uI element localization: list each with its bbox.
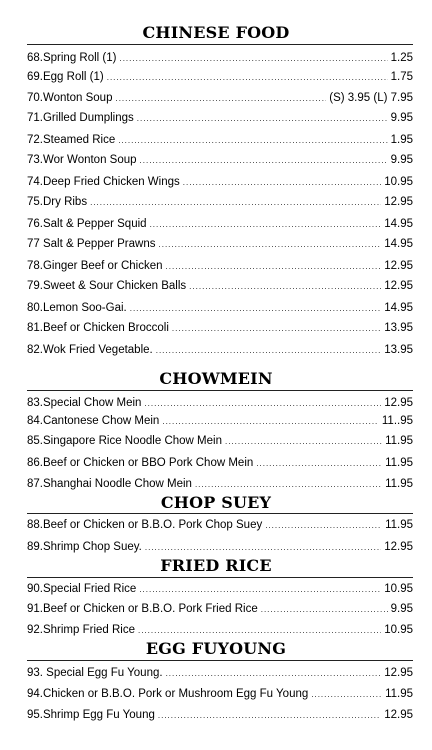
dot-leader xyxy=(118,133,387,149)
item-price: (S) 3.95 (L) 7.95 xyxy=(329,92,413,104)
menu-item xyxy=(27,69,413,85)
dot-leader xyxy=(166,259,382,275)
item-name: 91.Beef or Chicken or B.B.O. Pork Fried Rice xyxy=(27,603,258,615)
item-name: 90.Special Fried Rice xyxy=(27,583,137,595)
dot-leader xyxy=(145,540,381,556)
section-title: FRIED RICE xyxy=(160,556,272,575)
item-price: 14.95 xyxy=(384,218,413,230)
item-price: 9.95 xyxy=(390,154,413,166)
menu-item xyxy=(27,132,413,148)
dot-leader xyxy=(90,195,381,211)
menu-item xyxy=(27,476,413,492)
section-chowmein xyxy=(0,368,432,390)
item-price: 1.25 xyxy=(390,52,413,64)
item-name: 76.Salt & Pepper Squid xyxy=(27,218,147,230)
item-name: 94.Chicken or B.B.O. Pork or Mushroom Egg Fu Young xyxy=(27,688,309,700)
item-price: 11.95 xyxy=(385,478,413,490)
item-name: 72.Steamed Rice xyxy=(27,134,116,146)
item-name: 75.Dry Ribs xyxy=(27,196,88,208)
dot-leader xyxy=(144,396,381,412)
item-price: 11.95 xyxy=(385,435,413,447)
dot-leader xyxy=(225,434,382,450)
item-price: 12.95 xyxy=(384,260,413,272)
menu-item xyxy=(27,300,413,316)
dot-leader xyxy=(140,153,388,169)
dot-leader xyxy=(162,414,379,430)
item-price: 12.95 xyxy=(384,280,413,292)
item-name: 78.Ginger Beef or Chicken xyxy=(27,260,163,272)
item-name: 71.Grilled Dumplings xyxy=(27,112,134,124)
item-price: 13.95 xyxy=(384,322,413,334)
section-title: CHOWMEIN xyxy=(159,369,273,388)
dot-leader xyxy=(139,582,381,598)
dot-leader xyxy=(156,343,381,359)
dot-leader xyxy=(115,91,326,107)
section-divider xyxy=(27,513,413,514)
item-name: 81.Beef or Chicken Broccoli xyxy=(27,322,169,334)
item-name: 79.Sweet & Sour Chicken Balls xyxy=(27,280,187,292)
item-name: 74.Deep Fried Chicken Wings xyxy=(27,176,180,188)
dot-leader xyxy=(158,708,381,724)
item-name: 80.Lemon Soo-Gai. xyxy=(27,302,127,314)
menu-item xyxy=(27,258,413,274)
menu-item xyxy=(27,707,413,723)
item-name: 92.Shrimp Fried Rice xyxy=(27,624,136,636)
dot-leader xyxy=(119,51,387,67)
item-price: 12.95 xyxy=(384,709,413,721)
dot-leader xyxy=(311,687,382,703)
item-name: 69.Egg Roll (1) xyxy=(27,71,104,83)
item-price: 11.95 xyxy=(385,457,413,469)
dot-leader xyxy=(172,321,381,337)
item-price: 10.95 xyxy=(384,624,413,636)
menu-item xyxy=(27,686,413,702)
item-price: 10.95 xyxy=(384,176,413,188)
section-chinese-food xyxy=(0,22,432,44)
item-name: 85.Singapore Rice Noodle Chow Mein xyxy=(27,435,222,447)
section-title: CHOP SUEY xyxy=(160,493,272,512)
item-name: 68.Spring Roll (1) xyxy=(27,52,117,64)
dot-leader xyxy=(256,456,382,472)
dot-leader xyxy=(159,237,382,253)
dot-leader xyxy=(107,70,388,86)
dot-leader xyxy=(265,518,382,534)
dot-leader xyxy=(195,477,382,493)
menu-item xyxy=(27,278,413,294)
menu-item xyxy=(27,216,413,232)
item-name: 84.Cantonese Chow Mein xyxy=(27,415,160,427)
item-name: 86.Beef or Chicken or BBO Pork Chow Mein xyxy=(27,457,254,469)
item-name: 87.Shanghai Noodle Chow Mein xyxy=(27,478,192,490)
section-fried-rice xyxy=(0,555,432,577)
item-name: 82.Wok Fried Vegetable. xyxy=(27,344,153,356)
item-name: 77 Salt & Pepper Prawns xyxy=(27,238,156,250)
menu-item xyxy=(27,622,413,638)
section-divider xyxy=(27,390,413,391)
section-divider xyxy=(27,660,413,661)
item-price: 13.95 xyxy=(384,344,413,356)
item-price: 14.95 xyxy=(384,302,413,314)
item-name: 83.Special Chow Mein xyxy=(27,397,142,409)
item-price: 12.95 xyxy=(384,196,413,208)
dot-leader xyxy=(261,602,388,618)
item-price: 11.95 xyxy=(385,688,413,700)
menu-item xyxy=(27,90,413,106)
item-price: 12.95 xyxy=(384,397,413,409)
menu-item xyxy=(27,152,413,168)
menu-item xyxy=(27,581,413,597)
item-price: 9.95 xyxy=(390,112,413,124)
menu-item xyxy=(27,601,413,617)
item-name: 88.Beef or Chicken or B.B.O. Pork Chop Suey xyxy=(27,519,263,531)
menu-item xyxy=(27,395,413,411)
item-price: 12.95 xyxy=(384,667,413,679)
menu-item xyxy=(27,413,413,429)
item-price: 1.95 xyxy=(390,134,413,146)
menu-item xyxy=(27,110,413,126)
menu-item xyxy=(27,342,413,358)
menu-item xyxy=(27,50,413,66)
dot-leader xyxy=(150,217,382,233)
section-chop-suey xyxy=(0,492,432,514)
menu-item xyxy=(27,539,413,555)
item-price: 12.95 xyxy=(384,541,413,553)
dot-leader xyxy=(189,279,381,295)
item-price: 9.95 xyxy=(390,603,413,615)
item-name: 93. Special Egg Fu Young. xyxy=(27,667,163,679)
menu-item xyxy=(27,174,413,190)
menu-item xyxy=(27,236,413,252)
menu-item xyxy=(27,455,413,471)
item-name: 95.Shrimp Egg Fu Young xyxy=(27,709,155,721)
item-price: 11.95 xyxy=(385,519,413,531)
item-price: 14.95 xyxy=(384,238,413,250)
section-divider xyxy=(27,44,413,45)
section-egg-fuyoung xyxy=(0,638,432,660)
dot-leader xyxy=(183,175,381,191)
dot-leader xyxy=(166,666,382,682)
menu-item xyxy=(27,433,413,449)
menu-item xyxy=(27,665,413,681)
item-price: 1.75 xyxy=(390,71,413,83)
menu-item xyxy=(27,320,413,336)
menu-item xyxy=(27,517,413,533)
item-price: 11..95 xyxy=(381,415,413,427)
menu-item xyxy=(27,194,413,210)
item-name: 73.Wor Wonton Soup xyxy=(27,154,137,166)
item-name: 70.Wonton Soup xyxy=(27,92,113,104)
section-title: CHINESE FOOD xyxy=(142,23,290,42)
section-title: EGG FUYOUNG xyxy=(145,639,287,658)
item-name: 89.Shrimp Chop Suey. xyxy=(27,541,142,553)
section-divider xyxy=(27,577,413,578)
dot-leader xyxy=(137,111,388,127)
dot-leader xyxy=(130,301,381,317)
item-price: 10.95 xyxy=(384,583,413,595)
dot-leader xyxy=(138,623,381,639)
